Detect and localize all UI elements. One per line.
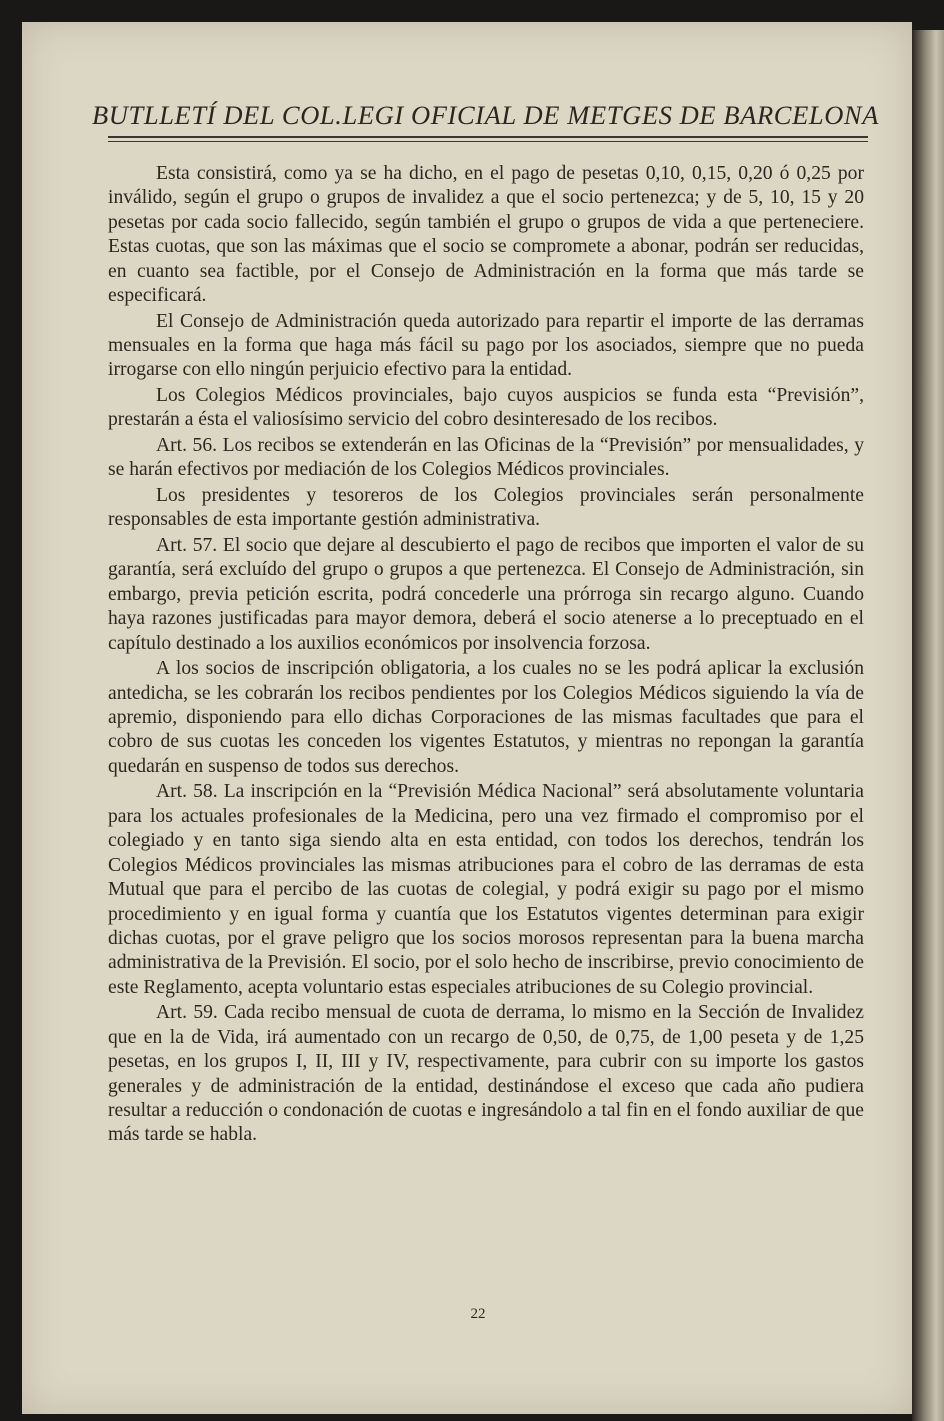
body-text: [108, 162, 864, 1149]
paragraph-2: El Consejo de Administración queda autorizado para repartir el importe de las derramas mensuales en la forma que haga más fácil su pago por los asociados, siempre que no pueda irrogarse con ello ningún perjuicio efectivo para la entidad.: [108, 310, 864, 381]
header-rule-thin: [108, 141, 868, 142]
paragraph-art-56: Art. 56. Los recibos se extenderán en las Oficinas de la “Previsión” por mensualidades, y se harán efectivos por mediación de los Colegios Médicos provinciales.: [108, 435, 864, 481]
paragraph-5: Los presidentes y tesoreros de los Colegios provinciales serán personalmente responsables de esta importante gestión administrativa.: [108, 485, 864, 531]
page-number: 22: [470, 1306, 486, 1322]
paragraph-art-59: Art. 59. Cada recibo mensual de cuota de derrama, lo mismo en la Sección de Invalidez que en la de Vida, irá aumentado con un recargo de 0,50, de 0,75, de 1,00 peseta y de 1,25 pesetas, en los grupos I, II, III y IV, respectivamente, para cubrir con su importe los gastos generales y de administración de la entidad, destinándose el exceso que cada año pudiera resultar a reducción o condonación de cuotas e ingresándolo a tal fin en el fondo auxiliar de que más tarde se habla.: [108, 1002, 864, 1146]
header-rule-thick: [108, 136, 868, 138]
paragraph-art-57: Art. 57. El socio que dejare al descubierto el pago de recibos que importen el valor de su garantía, será excluído del grupo o grupos a que pertenezca. El Consejo de Administración, sin embargo, previa petición escrita, podrá concederle una prórroga sin recargo alguno. Cuando haya razones justificadas para mayor demora, deberá el socio atenerse a lo preceptuado en el capítulo destinado a los auxilios económicos por insolvencia forzosa.: [108, 535, 864, 654]
paragraph-1: Esta consistirá, como ya se ha dicho, en el pago de pesetas 0,10, 0,15, 0,20 ó 0,25 por inválido, según el grupo o grupos de invalidez a que el socio pertenezca; y de 5, 10, 15 y 20 pesetas por cada socio fallecido, según también el grupo o grupos de vida a que perteneciere. Estas cuotas, que son las máximas que el socio se compromete a abonar, podrán ser reducidas, en cuanto sea factible, por el Consejo de Administración en la forma que más tarde se especificará.: [108, 163, 864, 307]
paragraph-7: A los socios de inscripción obligatoria, a los cuales no se les podrá aplicar la exclusión antedicha, se les cobrarán los recibos pendientes por los Colegios Médicos siguiendo la vía de apremio, disponiendo para ello dichas Corporaciones de las mismas facultades que para el cobro de sus cuotas les conceden los vigentes Estatutos, y mientras no repongan la garantía quedarán en suspenso de todos sus derechos.: [108, 658, 864, 777]
adjacent-page-edge: [912, 30, 944, 1421]
paragraph-3: Los Colegios Médicos provinciales, bajo cuyos auspicios se funda esta “Previsión”, prestarán a ésta el valiosísimo servicio del cobro desinteresado de los recibos.: [108, 385, 864, 431]
paragraph-art-58: Art. 58. La inscripción en la “Previsión Médica Nacional” será absolutamente voluntaria para los actuales profesionales de la Medicina, pero una vez firmado el compromiso por el colegiado y en tanto siga siendo alta en esta entidad, con todos los derechos, tendrán los Colegios Médicos provinciales las mismas atribuciones para el cobro de las derramas de esta Mutual que para el percibo de las cuotas de colegial, y podrá exigir su pago por el mismo procedimiento y en igual forma y cuantía que los Estatutos vigentes determinan para exigir dichas cuotas, por el grave peligro que los socios morosos representan para la buena marcha administrativa de la Previsión. El socio, por el solo hecho de inscribirse, previo conocimiento de este Reglamento, acepta voluntario estas especiales atribuciones de su Colegio provincial.: [108, 781, 864, 998]
running-header: BUTLLETÍ DEL COL.LEGI OFICIAL DE METGES DE BARCELONA: [92, 100, 879, 130]
